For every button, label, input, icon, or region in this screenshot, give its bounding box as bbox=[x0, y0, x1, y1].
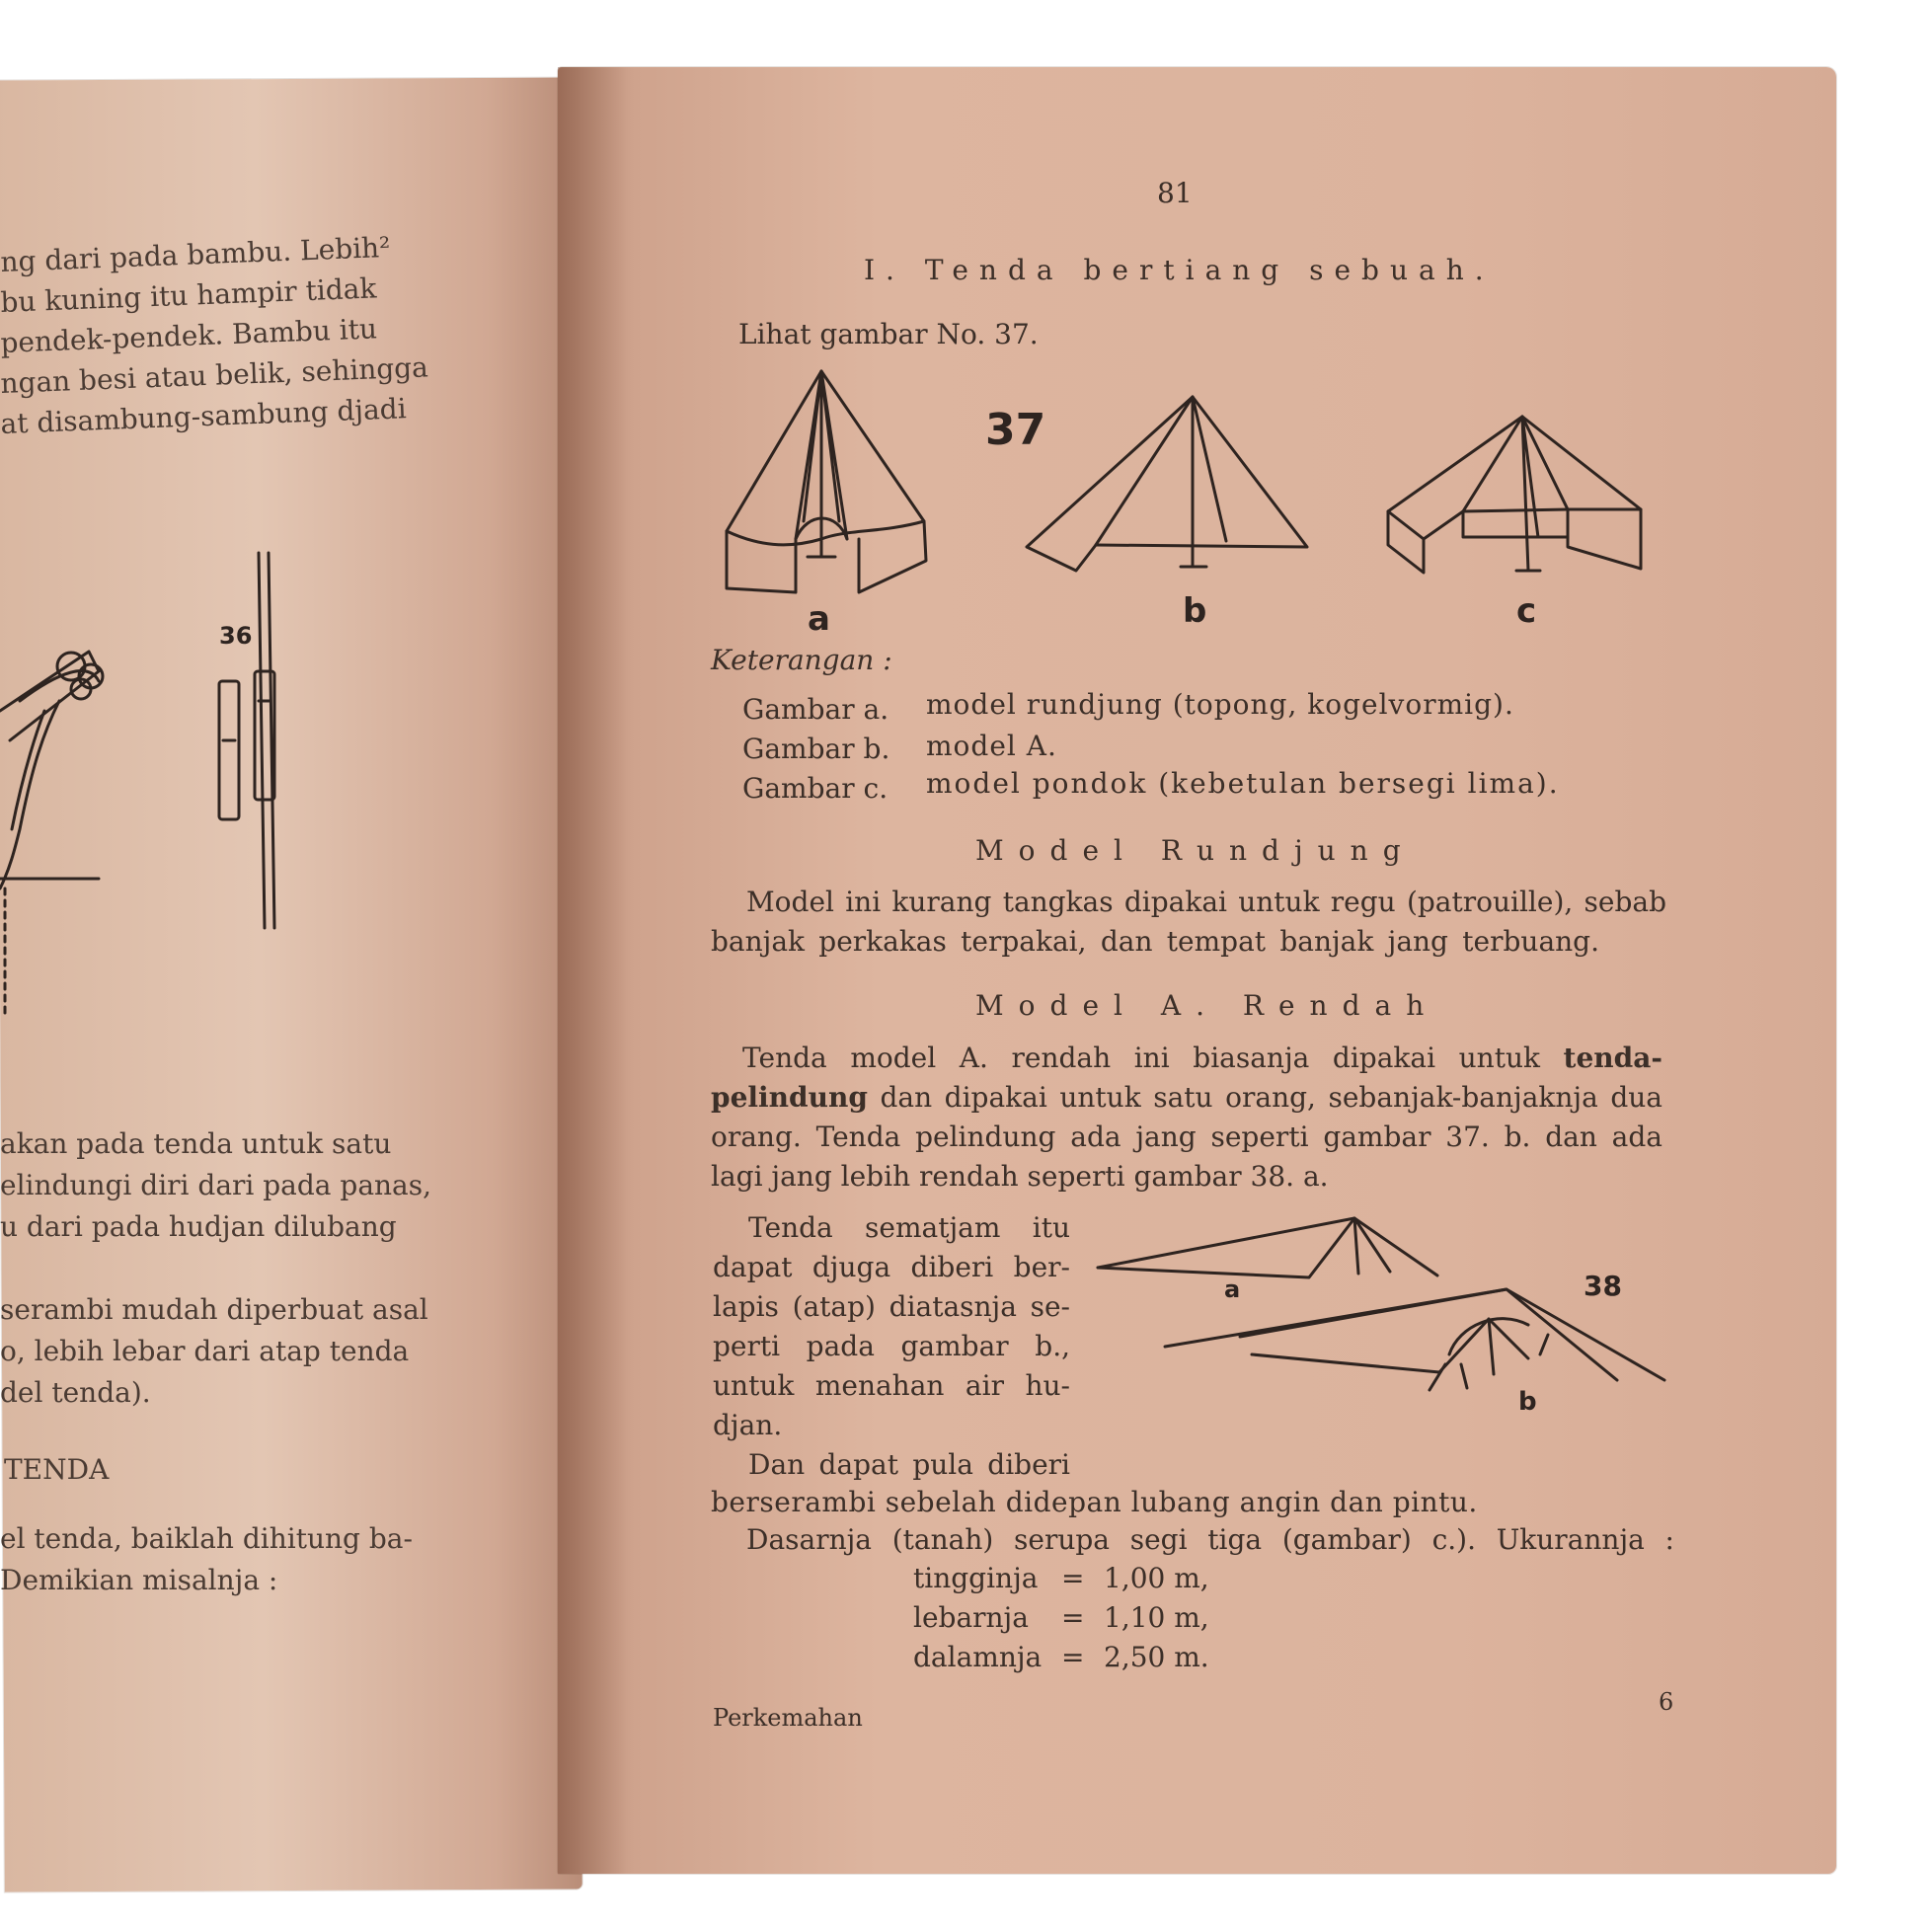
measure-value: 1,00 m, bbox=[1104, 1562, 1209, 1594]
figure-37-label-a: a bbox=[808, 599, 830, 639]
figure-37-label-b: b bbox=[1183, 591, 1207, 631]
page-number: 81 bbox=[1157, 177, 1193, 209]
left-text-line: pendek-pendek. Bambu itu bbox=[0, 312, 378, 359]
tent-c-pondok bbox=[1388, 417, 1641, 573]
keterangan-value-c: model pondok (kebetulan bersegi lima). bbox=[926, 767, 1560, 800]
keterangan-key-b: Gambar b. bbox=[742, 733, 890, 765]
tent-38b bbox=[1165, 1289, 1664, 1390]
figure-38-label-a: a bbox=[1224, 1275, 1241, 1303]
measure-value: 1,10 m, bbox=[1104, 1601, 1209, 1634]
column-line: untuk menahan air hu- bbox=[713, 1369, 1070, 1402]
column-line: lapis (atap) diatasnja se- bbox=[713, 1290, 1070, 1323]
footer-signature-number: 6 bbox=[1659, 1688, 1674, 1716]
figure-36-number: 36 bbox=[219, 622, 253, 650]
keterangan-value-b: model A. bbox=[926, 730, 1057, 762]
spine-shadow bbox=[558, 67, 627, 1874]
left-text-line: akan pada tenda untuk satu bbox=[0, 1127, 392, 1160]
figure-38-label-b: b bbox=[1518, 1387, 1537, 1417]
measure-label: lebarnja bbox=[913, 1601, 1029, 1634]
dasar-line: Dasarnja (tanah) serupa segi tiga (gambar) c.). Ukurannja : bbox=[746, 1523, 1674, 1556]
rendah-text: dan dipakai untuk satu orang, sebanjak-banjaknja dua bbox=[867, 1081, 1662, 1114]
left-text-line: del tenda). bbox=[0, 1376, 151, 1409]
figure-38-low-a-tents bbox=[1094, 1206, 1686, 1433]
rendah-line bbox=[711, 1081, 1662, 1114]
figure-37-label-c: c bbox=[1516, 591, 1537, 631]
keterangan-key-a: Gambar a. bbox=[742, 693, 889, 726]
tent-a-conical bbox=[727, 371, 926, 592]
left-text-line: o, lebih lebar dari atap tenda bbox=[0, 1335, 410, 1367]
measure-eq: = bbox=[1061, 1641, 1085, 1673]
rendah-text: Tenda model A. rendah ini biasanja dipakai untuk bbox=[742, 1042, 1564, 1074]
rendah-line bbox=[742, 1044, 1662, 1072]
left-heading: TENDA bbox=[4, 1453, 110, 1486]
rundjung-line: Model ini kurang tangkas dipakai untuk regu (patrouille), sebab bbox=[746, 886, 1666, 918]
keterangan-value-a: model rundjung (topong, kogelvormig). bbox=[926, 688, 1514, 721]
measure-label: dalamnja bbox=[913, 1641, 1043, 1673]
left-text-line: ngan besi atau belik, sehingga bbox=[0, 350, 429, 400]
footer-running-title: Perkemahan bbox=[713, 1704, 863, 1732]
serambi-line: berserambi sebelah didepan lubang angin dan pintu. bbox=[711, 1486, 1478, 1518]
measure-eq: = bbox=[1061, 1562, 1085, 1594]
column-line: dapat djuga diberi ber- bbox=[713, 1251, 1070, 1283]
left-text-line: u dari pada hudjan dilubang bbox=[0, 1210, 397, 1243]
rendah-bold: pelindung bbox=[711, 1081, 868, 1114]
section-title: I. Tenda bertiang sebuah. bbox=[864, 254, 1495, 286]
column-line: Dan dapat pula diberi bbox=[748, 1448, 1070, 1481]
intro-text: Lihat gambar No. 37. bbox=[738, 318, 1039, 350]
figure-37-tent-models bbox=[719, 363, 1666, 640]
figure-38-number: 38 bbox=[1584, 1270, 1622, 1302]
left-text-line: ng dari pada bambu. Lebih² bbox=[0, 230, 391, 278]
column-line: perti pada gambar b., bbox=[713, 1330, 1070, 1362]
left-text-line: elindungi diri dari pada panas, bbox=[0, 1169, 432, 1201]
measure-value: 2,50 m. bbox=[1104, 1641, 1209, 1673]
left-text-line: bu kuning itu hampir tidak bbox=[0, 271, 377, 319]
column-line: djan. bbox=[713, 1409, 783, 1441]
rendah-bold: tenda- bbox=[1563, 1042, 1662, 1074]
figure-36-lashing-illustration bbox=[0, 553, 296, 1027]
left-text-line: at disambung-sambung djadi bbox=[0, 392, 408, 440]
left-text-line: serambi mudah diperbuat asal bbox=[0, 1293, 428, 1326]
rendah-line: lagi jang lebih rendah seperti gambar 38. a. bbox=[711, 1160, 1329, 1193]
measure-label: tingginja bbox=[913, 1562, 1039, 1594]
keterangan-key-c: Gambar c. bbox=[742, 772, 889, 805]
figure-37-number: 37 bbox=[985, 405, 1046, 455]
left-text-line: el tenda, baiklah dihitung ba- bbox=[0, 1522, 413, 1555]
measure-eq: = bbox=[1061, 1601, 1085, 1634]
tent-b-a-frame bbox=[1027, 397, 1307, 571]
left-text-line: Demikian misalnja : bbox=[0, 1564, 278, 1596]
rendah-line: orang. Tenda pelindung ada jang seperti gambar 37. b. dan ada bbox=[711, 1121, 1662, 1153]
heading-model-rundjung: Model Rundjung bbox=[975, 834, 1416, 867]
heading-model-a-rendah: Model A. Rendah bbox=[975, 989, 1439, 1022]
column-line: Tenda sematjam itu bbox=[748, 1211, 1070, 1244]
rundjung-line: banjak perkakas terpakai, dan tempat banjak jang terbuang. bbox=[711, 925, 1599, 958]
keterangan-label: Keterangan : bbox=[711, 644, 892, 676]
tent-38a bbox=[1098, 1218, 1437, 1277]
